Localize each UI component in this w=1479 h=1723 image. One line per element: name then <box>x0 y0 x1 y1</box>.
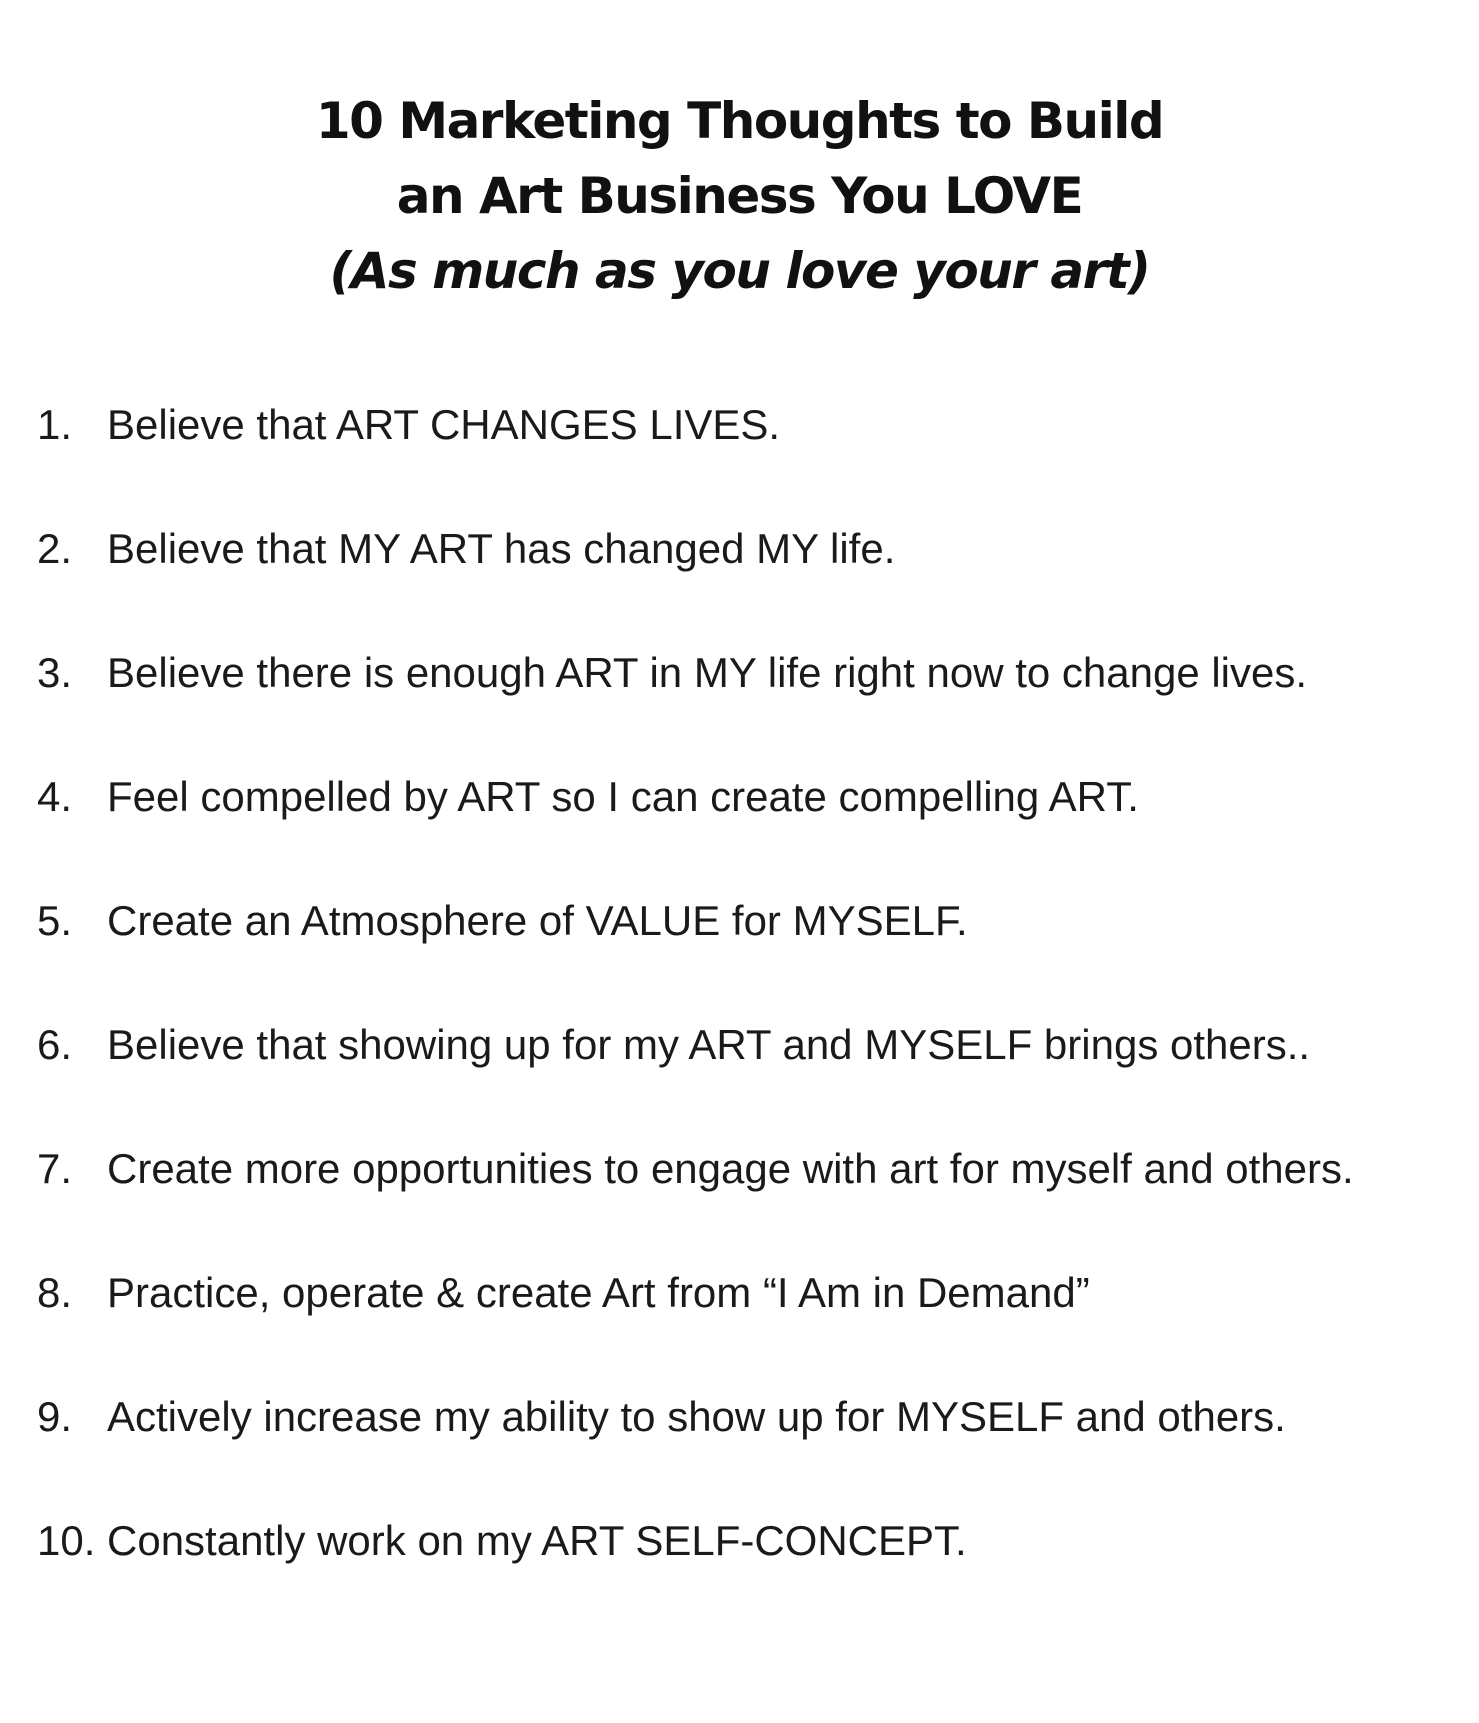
item-number: 3. <box>37 649 73 696</box>
item-text: Actively increase my ability to show up for MYSELF and others. <box>107 1393 1286 1440</box>
item-text: Believe that MY ART has changed MY life. <box>107 525 896 572</box>
title-line-2: an Art Business You LOVE <box>396 167 1083 225</box>
item-text: Believe there is enough ART in MY life right now to change lives. <box>107 649 1308 696</box>
item-number: 9. <box>37 1393 73 1440</box>
item-number: 6. <box>37 1021 73 1068</box>
item-text: Believe that ART CHANGES LIVES. <box>107 401 781 448</box>
item-number: 10. <box>37 1517 96 1564</box>
item-text: Create an Atmosphere of VALUE for MYSELF. <box>107 897 968 944</box>
item-number: 7. <box>37 1145 73 1192</box>
title-line-1: 10 Marketing Thoughts to Build <box>315 92 1164 150</box>
item-text: Create more opportunities to engage with art for myself and others. <box>107 1145 1354 1192</box>
item-text: Believe that showing up for my ART and MYSELF brings others.. <box>107 1021 1311 1068</box>
item-text: Practice, operate & create Art from “I Am in Demand” <box>107 1269 1090 1316</box>
item-number: 1. <box>37 401 73 448</box>
document-title <box>0 84 1479 309</box>
item-number: 5. <box>37 897 73 944</box>
item-number: 4. <box>37 773 73 820</box>
item-text: Feel compelled by ART so I can create compelling ART. <box>107 773 1139 820</box>
item-number: 8. <box>37 1269 73 1316</box>
subtitle: (As much as you love your art) <box>329 242 1150 300</box>
item-text: Constantly work on my ART SELF-CONCEPT. <box>107 1517 967 1564</box>
item-number: 2. <box>37 525 73 572</box>
